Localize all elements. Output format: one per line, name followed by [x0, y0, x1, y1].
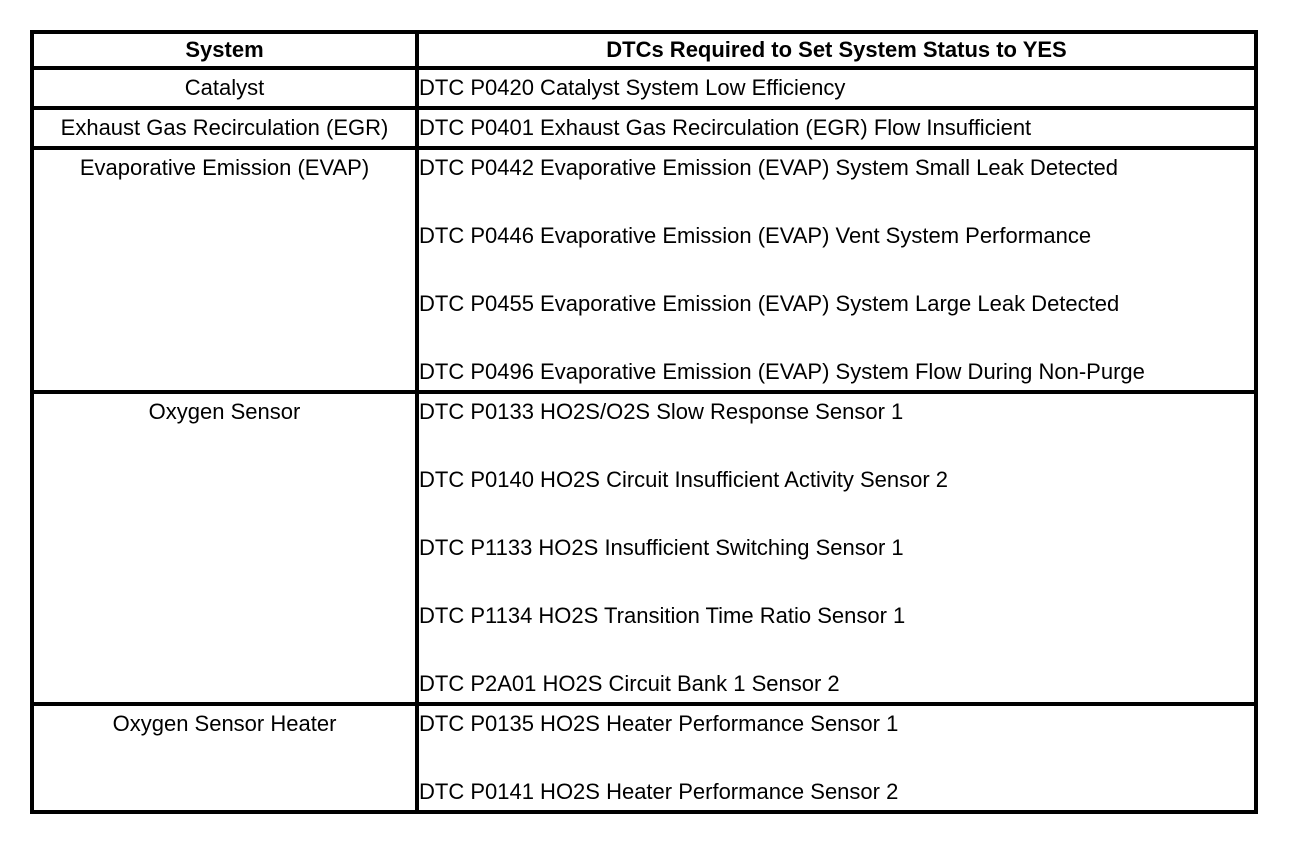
dtc-entry: DTC P0401 Exhaust Gas Recirculation (EGR) Flow Insufficient [419, 115, 1032, 140]
system-cell [32, 392, 417, 704]
dtc-cell [417, 68, 1256, 108]
dtc-entry: DTC P0140 HO2S Circuit Insufficient Activity Sensor 2 [419, 467, 949, 492]
dtc-entry: DTC P0133 HO2S/O2S Slow Response Sensor 1 [419, 399, 904, 424]
dtc-entry: DTC P2A01 HO2S Circuit Bank 1 Sensor 2 [419, 671, 840, 696]
header-system: System [32, 32, 417, 68]
header-dtcs: DTCs Required to Set System Status to YES [417, 32, 1256, 68]
table-header-row [32, 32, 1256, 68]
dtc-entry: DTC P0420 Catalyst System Low Efficiency [419, 75, 846, 100]
system-name: Catalyst [184, 75, 265, 100]
table-row-oxygen-sensor-heater [32, 704, 1256, 812]
table-row-oxygen-sensor [32, 392, 1256, 704]
system-cell [32, 68, 417, 108]
dtc-cell [417, 108, 1256, 148]
system-cell [32, 704, 417, 812]
system-name: Oxygen Sensor [148, 399, 301, 424]
system-name: Oxygen Sensor Heater [112, 711, 337, 736]
dtc-cell [417, 704, 1256, 812]
dtc-entry: DTC P0446 Evaporative Emission (EVAP) Vent System Performance [419, 223, 1092, 248]
dtc-cell [417, 148, 1256, 392]
system-cell [32, 148, 417, 392]
table-row-catalyst [32, 68, 1256, 108]
dtc-cell [417, 392, 1256, 704]
dtc-entry: DTC P1133 HO2S Insufficient Switching Sensor 1 [419, 535, 904, 560]
system-name: Exhaust Gas Recirculation (EGR) [60, 115, 389, 140]
dtc-status-table [30, 30, 1258, 814]
system-name: Evaporative Emission (EVAP) [79, 155, 370, 180]
table-row-egr [32, 108, 1256, 148]
system-cell [32, 108, 417, 148]
dtc-entry: DTC P0141 HO2S Heater Performance Sensor 2 [419, 779, 899, 804]
dtc-entry: DTC P0442 Evaporative Emission (EVAP) System Small Leak Detected [419, 155, 1118, 180]
dtc-entry: DTC P0135 HO2S Heater Performance Sensor 1 [419, 711, 899, 736]
dtc-entry: DTC P0496 Evaporative Emission (EVAP) System Flow During Non-Purge [419, 359, 1145, 384]
dtc-entry: DTC P1134 HO2S Transition Time Ratio Sensor 1 [419, 603, 906, 628]
dtc-entry: DTC P0455 Evaporative Emission (EVAP) System Large Leak Detected [419, 291, 1120, 316]
table-row-evap [32, 148, 1256, 392]
